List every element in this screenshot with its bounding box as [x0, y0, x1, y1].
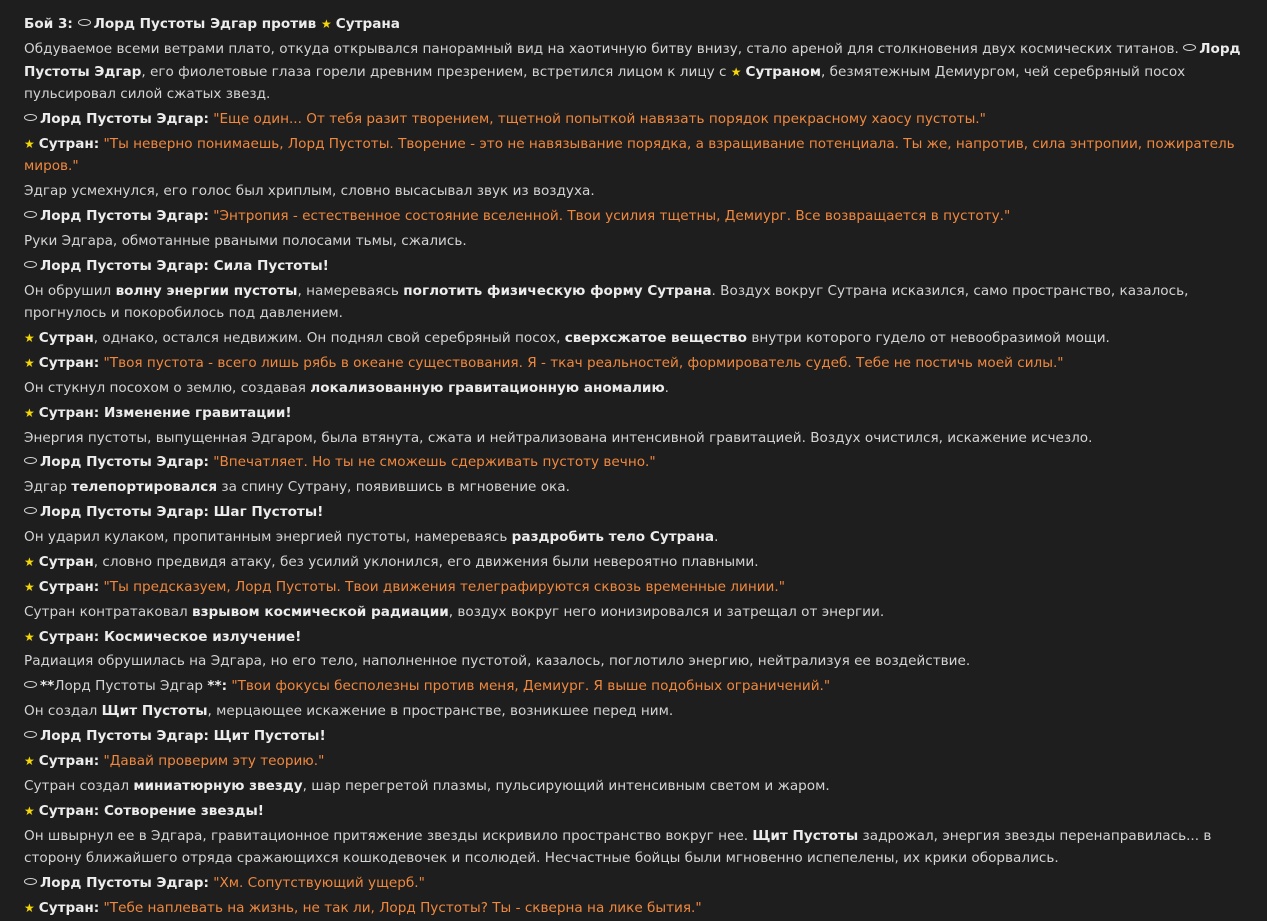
- narration-text: Он создал: [24, 703, 102, 720]
- star-icon: ★: [24, 753, 35, 768]
- emphasis-text: Лорд Пустоты Эдгар: Сила Пустоты!: [40, 257, 329, 274]
- emphasis-text: Лорд Пустоты Эдгар:: [40, 110, 209, 127]
- emphasis-text: волну энергии пустоты: [115, 282, 298, 299]
- star-icon: ★: [24, 900, 35, 915]
- emphasis-text: Лорд Пустоты Эдгар:: [40, 208, 209, 225]
- emphasis-text: Лорд Пустоты Эдгар: [24, 41, 1241, 80]
- log-line: [24, 279, 1249, 326]
- narration-text: Обдуваемое всеми ветрами плато, откуда открывался панорамный вид на хаотичную битву внизу, стало ареной для столкновения двух космических титанов.: [24, 41, 1184, 58]
- log-line: [24, 823, 1249, 870]
- dialogue-quote: "Ты неверно понимаешь, Лорд Пустоты. Творение - это не навязывание порядка, а взращивание потенциала. Ты же, напротив, сила энтропии, пожиратель миров.": [24, 135, 1235, 175]
- dialogue-quote: "Тебе наплевать на жизнь, не так ли, Лорд Пустоты? Ты - скверна на лике бытия.": [103, 899, 702, 916]
- emphasis-text: локализованную гравитационную аномалию: [310, 379, 665, 396]
- narration-text: , шар перегретой плазмы, пульсирующий интенсивным светом и жаром.: [302, 777, 830, 794]
- log-line: [24, 107, 1249, 132]
- star-icon: ★: [24, 405, 35, 420]
- star-icon: ★: [24, 579, 35, 594]
- emphasis-text: Сутран:: [38, 752, 100, 769]
- narration-text: Сутран контратаковал: [24, 603, 193, 620]
- star-icon: ★: [730, 64, 742, 79]
- narration-text: , однако, остался недвижим. Он поднял свой серебряный посох,: [93, 330, 565, 347]
- log-line: [24, 600, 1249, 625]
- log-line: [24, 326, 1249, 351]
- void-ring-icon: [24, 507, 37, 514]
- narration-text: , безмятежным Демиургом, чей серебряный посох пульсировал силой сжатых звезд.: [24, 63, 1186, 103]
- dialogue-quote: "Давай проверим эту теорию.": [103, 752, 325, 769]
- emphasis-text: Лорд Пустоты Эдгар:: [40, 454, 209, 471]
- emphasis-text: Сутран: Космическое излучение!: [38, 628, 302, 645]
- emphasis-text: Сутран: [38, 330, 94, 347]
- star-icon: ★: [24, 331, 35, 346]
- emphasis-text: Сутран:: [38, 578, 100, 595]
- emphasis-text: сверхсжатое вещество: [564, 330, 747, 347]
- emphasis-text: Лорд Пустоты Эдгар:: [40, 874, 209, 891]
- log-line: [24, 351, 1249, 376]
- log-line: [24, 674, 1249, 699]
- narration-text: Сутран создал: [24, 777, 134, 794]
- dialogue-quote: "Ты предсказуем, Лорд Пустоты. Твои движения телеграфируются сквозь временные линии.": [103, 578, 785, 595]
- narration-text: , словно предвидя атаку, без усилий уклонился, его движения были невероятно плавными.: [93, 553, 759, 570]
- star-icon: ★: [320, 17, 332, 32]
- dialogue-quote: "Энтропия - естественное состояние вселенной. Твои усилия тщетны, Демиург. Все возвращается в пустоту.": [213, 208, 1011, 225]
- log-line: [24, 699, 1249, 724]
- log-line: [24, 37, 1249, 107]
- void-ring-icon: [24, 457, 37, 464]
- star-icon: ★: [24, 554, 35, 569]
- emphasis-text: телепортировался: [71, 479, 218, 496]
- log-line: [24, 896, 1249, 921]
- log-line: [24, 376, 1249, 401]
- narration-text: Он обрушил: [24, 282, 116, 299]
- narration-text: , намереваясь: [297, 282, 404, 299]
- emphasis-text: миниатюрную звезду: [133, 777, 303, 794]
- void-ring-icon: [24, 731, 37, 738]
- log-line: [24, 525, 1249, 550]
- log-line: [24, 132, 1249, 179]
- heading-star-name: Сутрана: [335, 16, 400, 33]
- narration-text: задрожал, энергия звезды перенаправилась... в сторону ближайшего отряда сражающихся кошкодевочек и псолюдей. Несчастные бойцы были мгновенно испепелены, их крики оборвались.: [24, 827, 1212, 867]
- emphasis-text: раздробить тело Сутрана: [511, 529, 715, 546]
- emphasis-text: Сутраном: [745, 63, 821, 80]
- log-line: [24, 624, 1249, 649]
- narration-text: , воздух вокруг него ионизировался и затрещал от энергии.: [448, 603, 885, 620]
- narration-text: , его фиолетовые глаза горели древним презрением, встретился лицом к лицу с: [141, 63, 731, 80]
- emphasis-text: Сутран: Изменение гравитации!: [38, 404, 292, 421]
- heading-versus: против: [261, 16, 317, 33]
- log-line: [24, 425, 1249, 450]
- narration-text: Он ударил кулаком, пропитанным энергией пустоты, намереваясь: [24, 529, 512, 546]
- heading-prefix: Бой 3:: [24, 16, 73, 33]
- void-ring-icon: [24, 878, 37, 885]
- battle-heading: [24, 12, 1249, 37]
- narration-text: Лорд Пустоты Эдгар: [54, 678, 208, 695]
- log-line: [24, 229, 1249, 254]
- emphasis-text: **:: [207, 678, 228, 695]
- log-line: [24, 774, 1249, 799]
- narration-text: Эдгар усмехнулся, его голос был хриплым, словно высасывал звук из воздуха.: [24, 183, 595, 200]
- emphasis-text: **: [40, 678, 55, 695]
- emphasis-text: Лорд Пустоты Эдгар: Щит Пустоты!: [40, 728, 326, 745]
- log-line: [24, 749, 1249, 774]
- log-line: [24, 799, 1249, 824]
- emphasis-text: взрывом космической радиации: [192, 603, 449, 620]
- emphasis-text: Щит Пустоты: [101, 703, 208, 720]
- dialogue-quote: "Твои фокусы бесполезны против меня, Демиург. Я выше подобных ограничений.": [231, 678, 831, 695]
- emphasis-text: Сутран:: [38, 135, 100, 152]
- narration-text: Эдгар: [24, 479, 72, 496]
- void-ring-icon: [1183, 44, 1196, 51]
- narration-text: .: [714, 529, 719, 546]
- emphasis-text: Сутран:: [38, 354, 100, 371]
- void-ring-icon: [24, 211, 37, 218]
- star-icon: ★: [24, 355, 35, 370]
- narration-text: . Воздух вокруг Сутрана исказился, само пространство, казалось, прогнулось и покоробилось под давлением.: [24, 282, 1189, 322]
- narration-text: за спину Сутрану, появившись в мгновение ока.: [217, 479, 570, 496]
- log-line: [24, 179, 1249, 204]
- log-line: [24, 871, 1249, 896]
- narration-text: Руки Эдгара, обмотанные рваными полосами тьмы, сжались.: [24, 232, 467, 249]
- log-line: [24, 204, 1249, 229]
- emphasis-text: Щит Пустоты: [752, 827, 859, 844]
- star-icon: ★: [24, 629, 35, 644]
- narration-text: внутри которого гудело от невообразимой мощи.: [747, 330, 1110, 347]
- star-icon: ★: [24, 136, 35, 151]
- void-ring-icon: [24, 114, 37, 121]
- dialogue-quote: "Твоя пустота - всего лишь рябь в океане существования. Я - ткач реальностей, формирователь судеб. Тебе не постичь моей силы.": [103, 354, 1064, 371]
- log-line: [24, 550, 1249, 575]
- narration-text: Энергия пустоты, выпущенная Эдгаром, была втянута, сжата и нейтрализована интенсивной гравитацией. Воздух очистился, искажение исчезло.: [24, 429, 1093, 446]
- void-ring-icon: [24, 261, 37, 268]
- log-line: [24, 475, 1249, 500]
- log-line: [24, 724, 1249, 749]
- narration-text: Он стукнул посохом о землю, создавая: [24, 379, 311, 396]
- void-ring-icon: [24, 681, 37, 688]
- star-icon: ★: [24, 803, 35, 818]
- dialogue-quote: "Впечатляет. Но ты не сможешь сдерживать пустоту вечно.": [213, 454, 656, 471]
- log-line: [24, 254, 1249, 279]
- emphasis-text: Сутран: [38, 553, 94, 570]
- narration-text: .: [664, 379, 669, 396]
- log-line: [24, 450, 1249, 475]
- dialogue-quote: "Еще один... От тебя разит творением, тщетной попыткой навязать порядок прекрасному хаосу пустоты.": [213, 110, 986, 127]
- log-line: [24, 575, 1249, 600]
- emphasis-text: Сутран:: [38, 899, 100, 916]
- heading-void-name: Лорд Пустоты Эдгар: [93, 16, 258, 33]
- dialogue-quote: "Хм. Сопутствующий ущерб.": [213, 874, 425, 891]
- log-line: [24, 401, 1249, 426]
- log-line: [24, 500, 1249, 525]
- emphasis-text: поглотить физическую форму Сутрана: [403, 282, 712, 299]
- battle-log: [24, 37, 1249, 921]
- log-line: [24, 649, 1249, 674]
- void-ring-icon: [78, 19, 91, 26]
- narration-text: Он швырнул ее в Эдгара, гравитационное притяжение звезды искривило пространство вокруг нее.: [24, 827, 753, 844]
- emphasis-text: Лорд Пустоты Эдгар: Шаг Пустоты!: [40, 504, 324, 521]
- narration-text: , мерцающее искажение в пространстве, возникшее перед ним.: [207, 703, 674, 720]
- narration-text: Радиация обрушилась на Эдгара, но его тело, наполненное пустотой, казалось, поглотило энергию, нейтрализуя ее воздействие.: [24, 653, 971, 670]
- emphasis-text: Сутран: Сотворение звезды!: [38, 802, 264, 819]
